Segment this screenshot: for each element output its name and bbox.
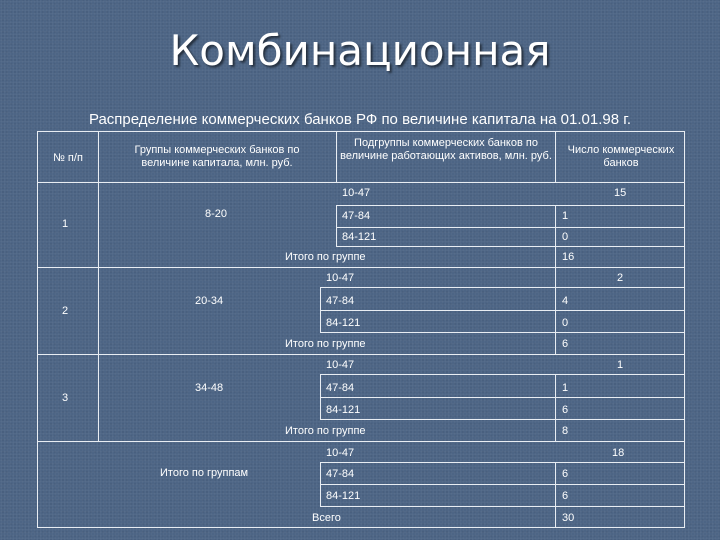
subgroup-range: 10-47 [342,187,371,199]
bank-count: 0 [562,231,569,243]
group-total-count: 16 [562,251,575,263]
subgroup-range: 47-84 [342,210,371,222]
header-bank-count: Число коммерческих банков [567,144,675,170]
grand-total-label: Всего [312,512,341,524]
bank-count: 4 [562,295,569,307]
subgroup-range: 10-47 [326,447,355,459]
group-total-label: Итого по группе [285,338,366,350]
grand-total-count: 30 [562,512,575,524]
bank-count: 6 [562,468,569,480]
subgroup-range: 10-47 [326,359,355,371]
bank-count: 1 [562,382,569,394]
bank-count: 1 [562,210,569,222]
group-total-count: 8 [562,425,569,437]
group-number: 3 [62,392,69,404]
group-capital-range: 20-34 [195,295,224,307]
table-caption: Распределение коммерческих банков РФ по величине капитала на 01.01.98 г. [88,111,632,128]
group-capital-range: 34-48 [195,382,224,394]
group-total-label: Итого по группе [285,425,366,437]
subgroup-range: 47-84 [326,382,355,394]
bank-count: 2 [617,272,624,284]
summary-label: Итого по группам [160,467,249,479]
subgroup-range: 84-121 [342,231,377,243]
bank-count: 18 [612,447,625,459]
group-number: 2 [62,305,69,317]
subgroup-range: 47-84 [326,468,355,480]
subgroup-range: 84-121 [326,404,361,416]
group-number: 1 [62,218,69,230]
group-total-count: 6 [562,338,569,350]
header-num: № п/п [53,152,83,164]
bank-count: 6 [562,490,569,502]
group-capital-range: 8-20 [205,208,228,220]
subgroup-range: 47-84 [326,295,355,307]
bank-count: 0 [562,317,569,329]
bank-count: 1 [617,359,624,371]
subgroup-range: 10-47 [326,272,355,284]
header-asset-subgroups: Подгруппы коммерческих банков по величине работающих активов, млн. руб. [340,137,552,163]
bank-count: 15 [614,187,627,199]
subgroup-range: 84-121 [326,490,361,502]
slide-title: Комбинационная [169,26,551,75]
group-total-label: Итого по группе [285,251,366,263]
subgroup-range: 84-121 [326,317,361,329]
header-capital-groups: Группы коммерческих банков по величине капитала, млн. руб. [134,144,300,170]
bank-count: 6 [562,404,569,416]
